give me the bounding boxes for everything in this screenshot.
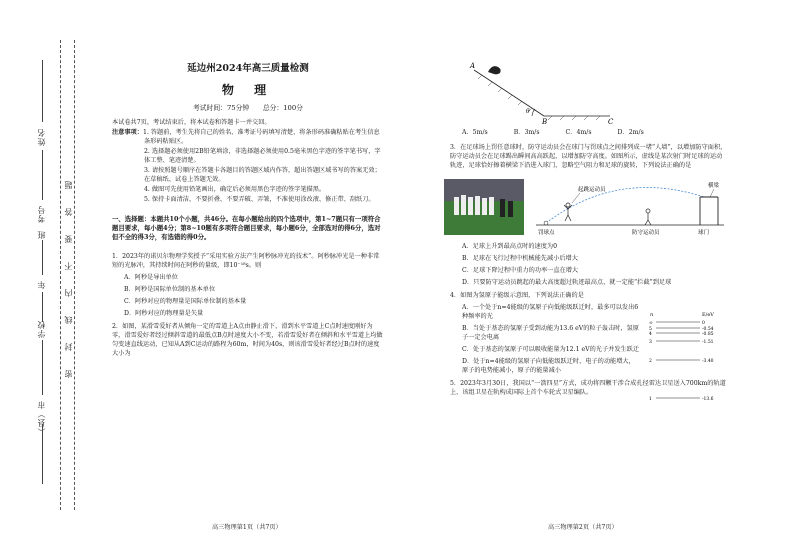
energy-levels [649,320,714,402]
energy-level-n: 5 [649,326,652,332]
exam-title: 延边州2024年高三质量检测 [187,63,309,74]
footer-page-2: 高三物理第2页（共7页） [548,524,618,531]
energy-level-e: -0.54 [702,326,714,332]
energy-level-e: -3.40 [702,358,714,364]
skier-icon [488,66,501,74]
right-column [450,58,728,402]
class-label: 班 [37,230,46,239]
energy-level-n: 3 [649,339,652,345]
spot-label: 罚球点 [538,229,555,236]
q3-option-c: C．足球下降过程中重力的功率一直在增大 [462,266,579,274]
q4-option-b: B．当处于基态的氢原子受到动能为13.6 eV的粒子轰击时，氢原子一定会电离 [462,324,639,341]
hatch-slope [478,75,532,112]
energy-level-e: -13.6 [702,396,714,402]
q1-option-c: C．阿秒对应的物理量是国际单位制的基本量 [124,297,247,305]
jumper-icon [564,203,572,221]
energy-level-n: ∞ [649,320,653,326]
notice-4: 4. 做图可先使用铅笔画出，确定后必须用黑色字迹的签字笔描黑。 [144,185,326,193]
level-header-e: E/eV [702,311,714,318]
q2-option-b: B．3m/s [513,129,540,136]
q2-options [450,129,728,138]
energy-level-diagram [648,308,724,404]
slope-line [474,70,544,116]
defender-label: 防守运动员 [632,229,660,236]
energy-level-e: 0 [702,320,705,326]
q3-stem: 3．在足球场上罚任意球时，防守运动员会在球门与罚球点之间排列成一堵“人墙”，以增加防守面积，防守运动员会在足球踢出瞬间高高跃起，以增加防守高度。如图所示，虚线是某次射门时足球的运动轨迹，足球恰好擦着横梁下沿进入球门，忽略空气阻力和足球的旋转，下列说法正确的是 [450,143,727,169]
label-theta: θ [526,108,530,115]
footer-page-1: 高三物理第1页（共7页） [212,524,282,531]
q3-option-d: D．只要防守运动员跳起的最大高度超过轨迹最高点，就一定能“拦截”到足球 [462,278,672,286]
q4-option-d: D．处于n=4能级的氢原子向低能级跃迁时，电子的动能增大，原子的电势能减小，原子的能量减小 [462,357,635,374]
year-blank[interactable] [42,292,43,322]
notice-label: 注意事项： [112,128,143,136]
province-label: （县）市 [37,400,46,436]
football-photo [444,179,524,235]
q3-option-a: A．足球上升到最高点时的速度为0 [462,242,558,250]
crossbar-label: 横梁 [708,182,720,189]
q2-option-c: C．4m/s [565,129,592,136]
number-label: 考号 [37,205,46,223]
left-column [112,62,384,360]
q4-option-a: A．一个处于n=4能级的氢原子向低能级跃迁时，最多可以发出6种频率的光 [462,303,639,320]
defender-icon [645,209,651,225]
intro-text: 本试卷共7页，考试结束后，将本试卷和答题卡一并交回。 [112,119,271,126]
hatch-ground [548,116,600,120]
label-b: B [542,118,548,126]
energy-level-n: 2 [649,358,652,364]
seal-line-text: 密 封 线 内 不 要 答 题 [64,180,73,378]
level-header-n: n [650,311,654,318]
section-1-header: 一、选择题：本题共10个小题，共46分。在每小题给出的四个选项中，第1~7题只有一项符合题目要求，每小题4分；第8~10题有多项符合题目要求，每小题6分，全部选对的得6分，选对但不全的得3分，有选错的得0分。 [112,214,381,242]
year-label: 年 [37,280,46,289]
q1-option-d: D．阿秒对应的物理量是矢量 [124,309,204,317]
notice-1: 注意事项：1. 答题前，考生先将自己的姓名、准考证号码填写清楚，将条形码准确粘贴在考生信息条形码粘贴区。 [112,128,380,145]
q2-stem: 2．如图，某滑雪爱好者从倾角一定的雪道上A点由静止滑下，滑到水平雪道上C点时速度刚好为零，滑雪爱好者经过倾斜雪道的最低点B点时速度大小不变，若滑雪爱好者在倾斜和水平雪道上均做匀变速直线运动，已知从A到C运动的路程为60m，时间为40s，则该滑雪爱好者经过B点时的速度大小为 [112,322,383,357]
q2-option-a: A．5m/s [462,129,488,136]
number-blank[interactable] [42,150,43,200]
trajectory-diagram [528,175,728,237]
time-info: 考试时间：75分钟 总分：100分 [193,104,303,113]
name-label: 姓名 [37,128,46,146]
subject-title: 物 理 [221,82,275,97]
binding-strip [0,0,100,550]
name-blank[interactable] [42,60,43,122]
slope-figure [460,58,620,126]
q1-option-b: B．阿秒是国际单位制的基本单位 [124,285,216,293]
notice-2: 2. 选择题必须使用2B铅笔填涂，非选择题必须使用0.5毫米黑色字迹的签字笔书写，字体工整、笔迹清楚。 [144,147,381,164]
q3-option-b: B．足球在飞行过程中机械能先减小后增大 [462,254,578,262]
notice-5: 5. 保持卡面清洁，不要折叠、不要弄破、弄皱，不准使用涂改液、修正带、刮纸刀。 [144,195,375,203]
label-c: C [608,118,614,126]
energy-level-e: -0.85 [702,331,714,337]
jumper-label: 起跳运动员 [578,186,606,193]
q1-stem: 1．2023年的诺贝尔物理学奖授予“采用实验方法产生阿秒脉冲光的技术”。阿秒脉冲光是一种非常短的光脉冲，其持续时间在阿秒的量级，即10⁻¹⁸s。则 [112,252,380,269]
q4-stem: 4．如图为氢原子能级示意图，下列说法正确的是 [450,291,584,299]
q4-option-c: C．处于基态的氢原子可以吸收能量为12.1 eV的光子并发生跃迁 [462,345,640,353]
notice-3: 3. 请按照题号顺序在答题卡各题目的答题区域内作答，超出答题区域书写的答案无效；在草稿纸、试卷上答题无效。 [144,166,381,183]
crossbar-pointer [710,189,714,197]
q2-option-d: D．2m/s [617,129,644,136]
football-figure [450,175,728,239]
q5-stem: 5．2023年3月30日，我国以“一箭四星”方式，成功将四颗干涉合成孔径雷达卫星送入700km的轨道上，该组卫星在轨构成国际上首个车轮式卫星编队。 [450,379,726,396]
energy-level-n: 1 [649,396,652,402]
school-label: 学校 [37,320,46,338]
jumper-pointer [572,193,580,203]
energy-level-n: 4 [649,331,652,337]
q4-options [450,304,640,376]
school-blank[interactable] [42,340,43,395]
goal-label: 球门 [698,229,710,236]
energy-level-e: -1.51 [702,339,714,345]
ball-icon [544,221,548,225]
seal-line-inner [74,40,75,510]
seal-line-outer [60,40,61,510]
q1-option-a: A．阿秒是导出单位 [124,273,178,281]
province-blank[interactable] [42,424,43,484]
label-a: A [470,62,476,70]
class-blank[interactable] [42,240,43,275]
goal-frame [700,197,718,225]
